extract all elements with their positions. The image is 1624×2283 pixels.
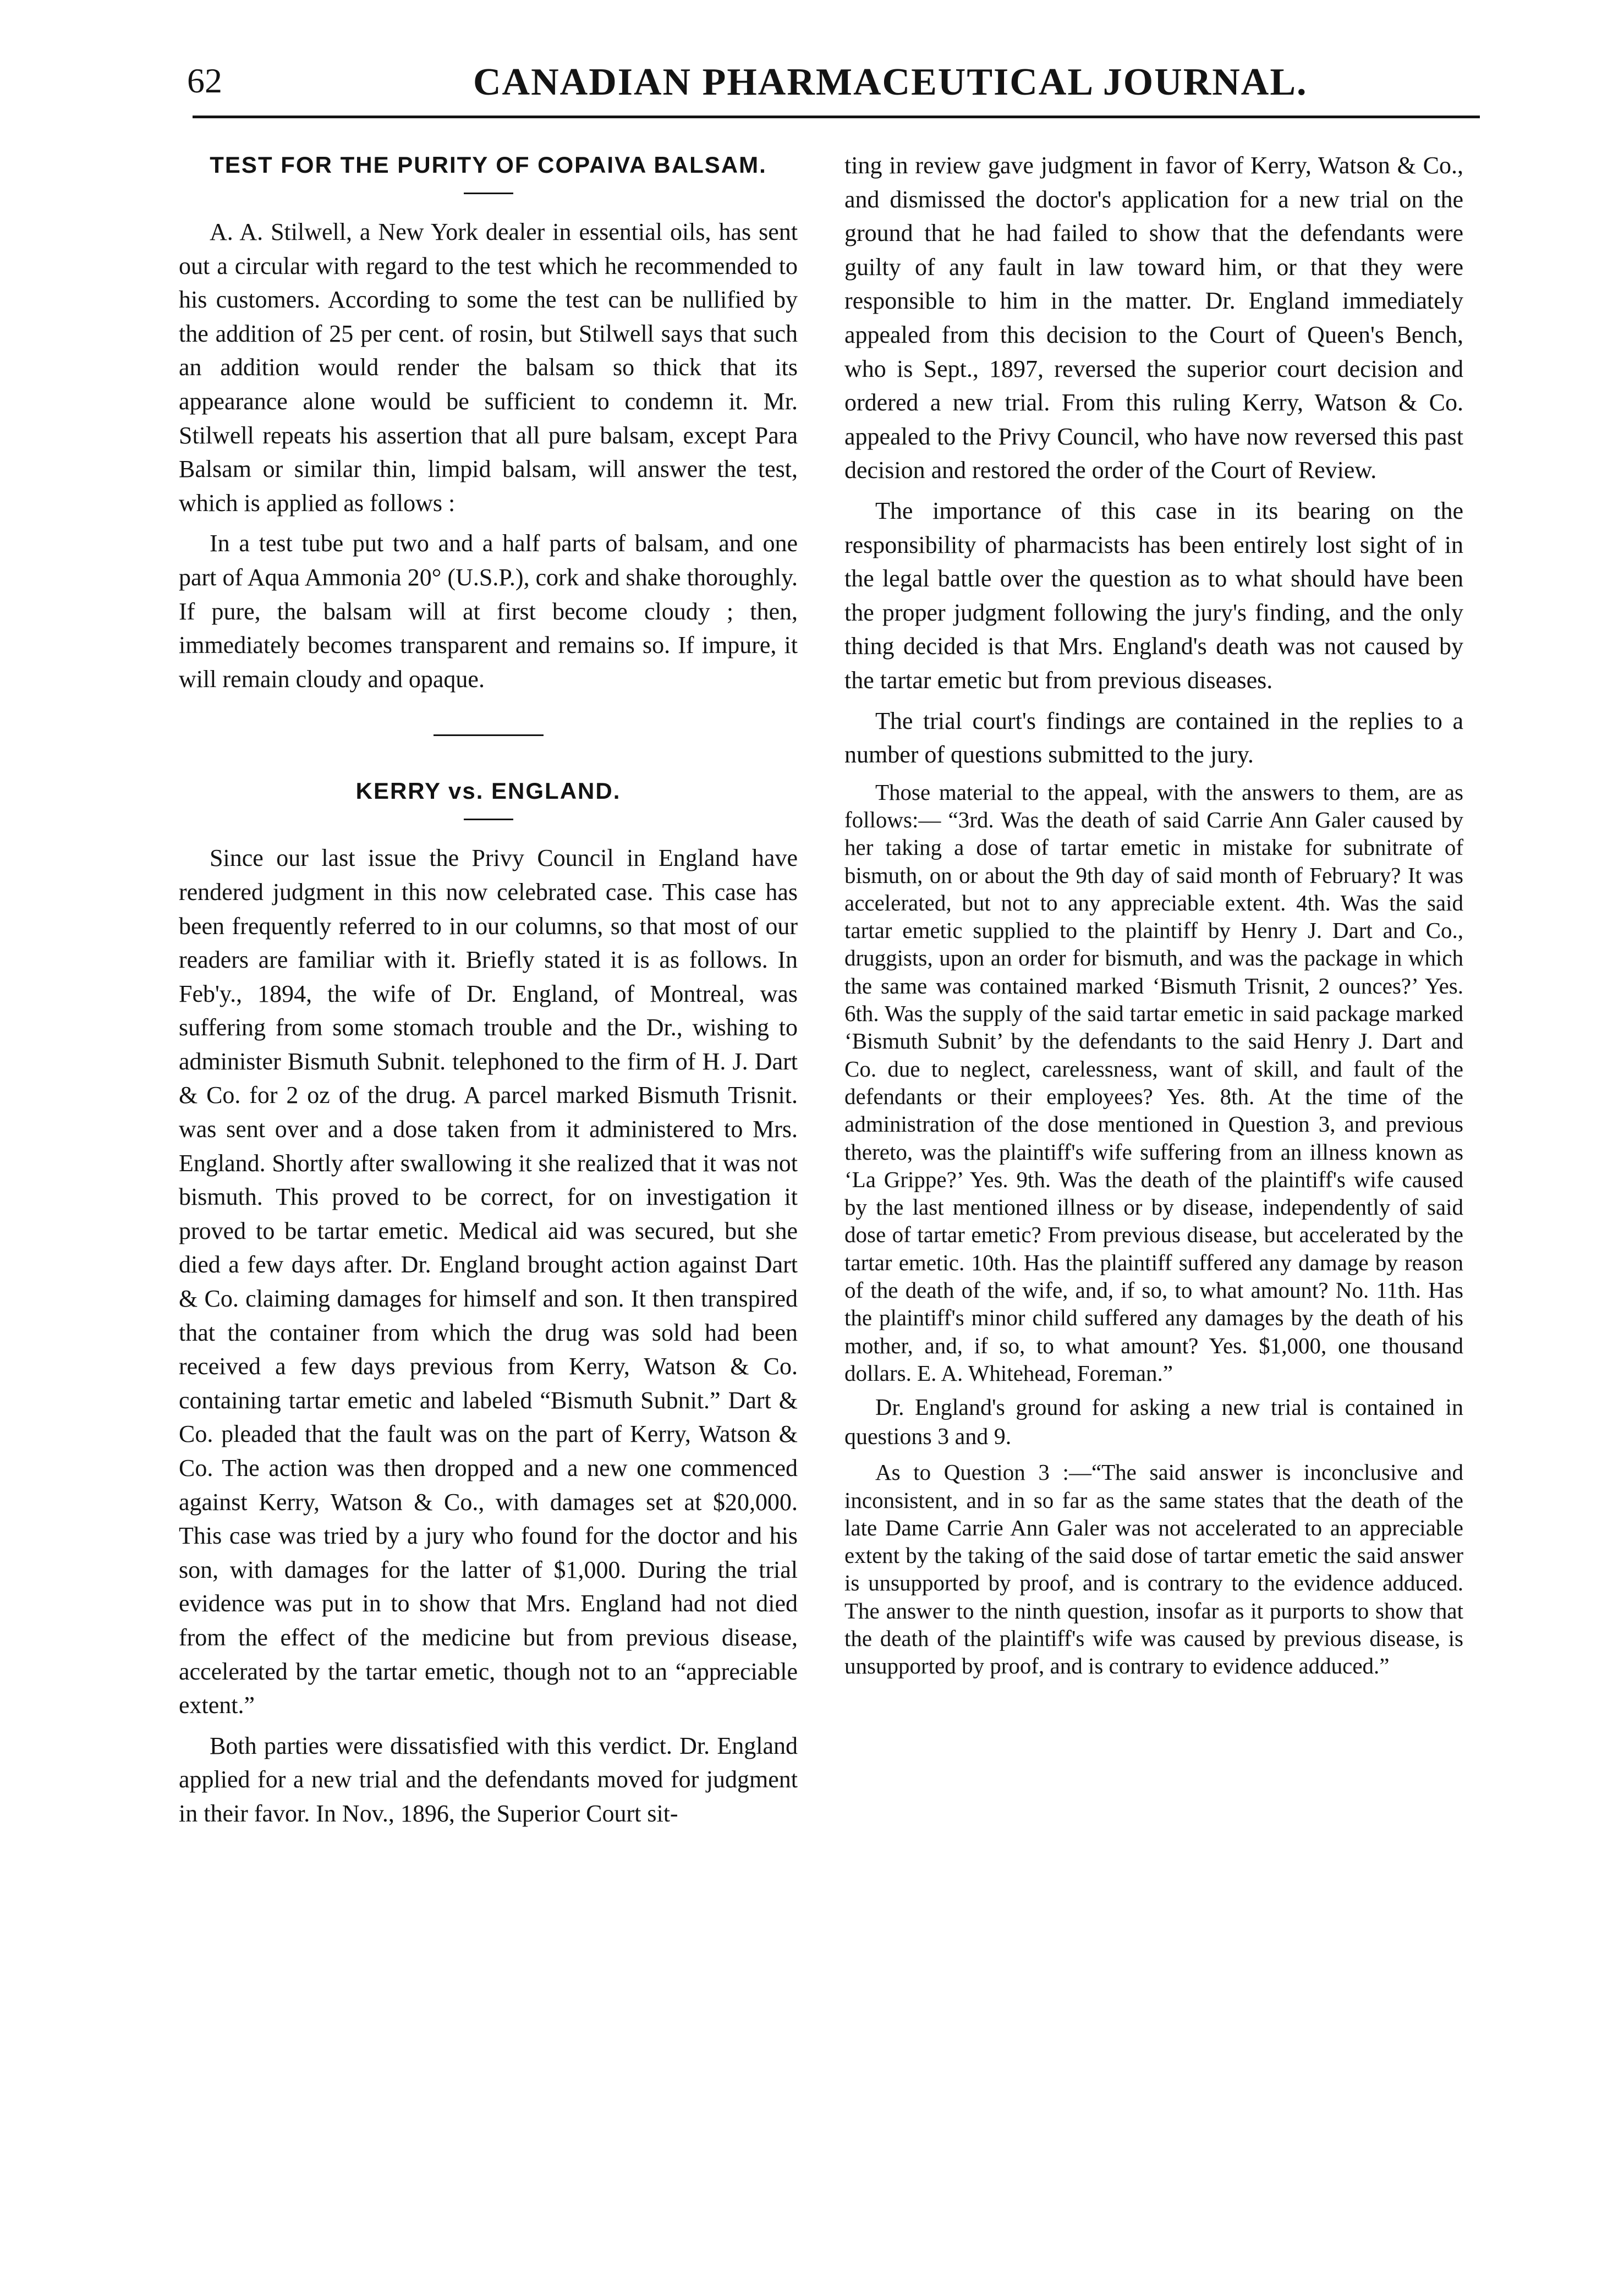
page-header (187, 55, 1507, 116)
paragraph: Since our last issue the Privy Council in England have rendered judgment in this now celebrated case. This case has been frequently referred to in our columns, so that most of our readers are familiar with it. Briefly stated it is as follows. In Feb'y., 1894, the wife of Dr. England, of Montreal, was suffering from some stomach trouble and the Dr., wishing to administer Bismuth Subnit. telephoned to the firm of H. J. Dart & Co. for 2 oz of the drug. A parcel marked Bismuth Trisnit. was sent over and a dose taken from it administered to Mrs. England. Shortly after swallowing it she realized that it was not bismuth. This proved to be correct, for on investigation it proved to be tartar emetic. Medical aid was secured, but she died a few days after. Dr. England brought action against Dart & Co. claiming damages for himself and son. It then transpired that the container from which the drug was sold had been received a few days previous from Kerry, Watson & Co. containing tartar emetic and labeled “Bismuth Subnit.” Dart & Co. pleaded that the fault was on the part of Kerry, Watson & Co. The action was then dropped and a new one commenced against Kerry, Watson & Co., with damages set at $20,000. This case was tried by a jury who found for the doctor and his son, with damages for the latter of $1,000. During the trial evidence was put in to show that Mrs. England had not died from the effect of the medicine but from previous disease, accelerated by the tartar emetic, though not to an “appreciable extent.” (179, 844, 798, 1719)
section-divider (434, 734, 544, 736)
journal-title: CANADIAN PHARMACEUTICAL JOURNAL. (473, 61, 1308, 103)
title-rule (464, 819, 513, 820)
left-column (179, 149, 798, 1831)
article-title-kerry: KERRY vs. ENGLAND. (355, 778, 621, 804)
title-rule (464, 193, 513, 194)
paragraph: The importance of this case in its bearing on the responsibility of pharmacists has been entirely lost sight of in the legal battle over the question as to what should have been the proper judgment following the jury's finding, and the only thing decided is that Mrs. England's death was not caused by the tartar emetic but from previous diseases. (844, 497, 1463, 694)
paragraph: A. A. Stilwell, a New York dealer in essential oils, has sent out a circular with regard to the test which he recommended to his customers. According to some the test can be nullified by the addition of 25 per cent. of rosin, but Stilwell says that such an addition would render the balsam so thick that its appearance alone would be sufficient to condemn it. Mr. Stilwell repeats his assertion that all pure balsam, except Para Balsam or similar thin, limpid balsam, will answer the test, which is applied as follows : (179, 218, 798, 517)
paragraph: Dr. England's ground for asking a new trial is contained in questions 3 and 9. (844, 1395, 1463, 1450)
paragraph: The trial court's findings are contained in the replies to a number of questions submitted to the jury. (844, 707, 1463, 769)
article-title-copaiva: TEST FOR THE PURITY OF COPAIVA BALSAM. (210, 152, 767, 178)
paragraph: In a test tube put two and a half parts of balsam, and one part of Aqua Ammonia 20° (U.S.P.), cork and shake thoroughly. If pure, the balsam will at first become cloudy ; then, immediately becomes transparent and remains so. If impure, it will remain cloudy and opaque. (179, 530, 798, 693)
quoted-question-3: As to Question 3 :—“The said answer is inconclusive and inconsistent, and in so far as the same states that the death of the late Dame Carrie Ann Galer was not accelerated to an appreciable extent by the taking of the said dose of tartar emetic the said answer is unsupported by proof, and is contrary to the evidence adduced. The answer to the ninth question, insofar as it purports to show that the death of the plaintiff's wife was caused by previous disease, is unsupported by proof, and is contrary to evidence adduced.” (844, 1459, 1463, 1679)
paragraph: Both parties were dissatisfied with this verdict. Dr. England applied for a new trial and the defendants moved for judgment in their favor. In Nov., 1896, the Superior Court sit- (179, 1732, 798, 1827)
quoted-jury-findings: Those material to the appeal, with the answers to them, are as follows:— “3rd. Was the death of said Carrie Ann Galer caused by her taking a dose of tartar emetic in mistake for subnitrate of bismuth, on or about the 9th day of said month of February? It was accelerated, but not to any appreciable extent. 4th. Was the said tartar emetic supplied to the plaintiff by Henry J. Dart and Co., druggists, upon an order for bismuth, and was the package in which the same was contained marked ‘Bismuth Trisnit, 2 ounces?’ Yes. 6th. Was the supply of the said tartar emetic in said package marked ‘Bismuth Subnit’ by the defendants to the said Henry J. Dart and Co. due to neglect, carelessness, want of skill, and fault of the defendants or their employees? Yes. 8th. At the time of the administration of the dose mentioned in Question 3, and previous thereto, was the plaintiff's wife suffering from an illness known as ‘La Grippe?’ Yes. 9th. Was the death of the plaintiff's wife caused by the last mentioned illness or by disease, independently of said dose of tartar emetic? From previous disease, but accelerated by the tartar emetic. 10th. Has the plaintiff suffered any damage by reason of the death of the wife, and, if so, to what amount? No. 11th. Has the plaintiff's minor child suffered any damages by the death of his mother, and, if so, to what amount? Yes. $1,000, one thousand dollars. E. A. Whitehead, Foreman.” (844, 779, 1463, 1386)
right-column (844, 149, 1463, 1680)
page-number: 62 (187, 61, 222, 100)
paragraph-continued: ting in review gave judgment in favor of Kerry, Watson & Co., and dismissed the doctor's application for a new trial on the ground that he had failed to show that the defendants were guilty of any fault in law toward him, or that they were responsible to him in the matter. Dr. England immediately appealed from this decision to the Court of Queen's Bench, who is Sept., 1897, reversed the superior court decision and ordered a new trial. From this ruling Kerry, Watson & Co. appealed to the Privy Council, who have now reversed this past decision and restored the order of the Court of Review. (844, 152, 1463, 484)
header-rule (193, 116, 1480, 118)
